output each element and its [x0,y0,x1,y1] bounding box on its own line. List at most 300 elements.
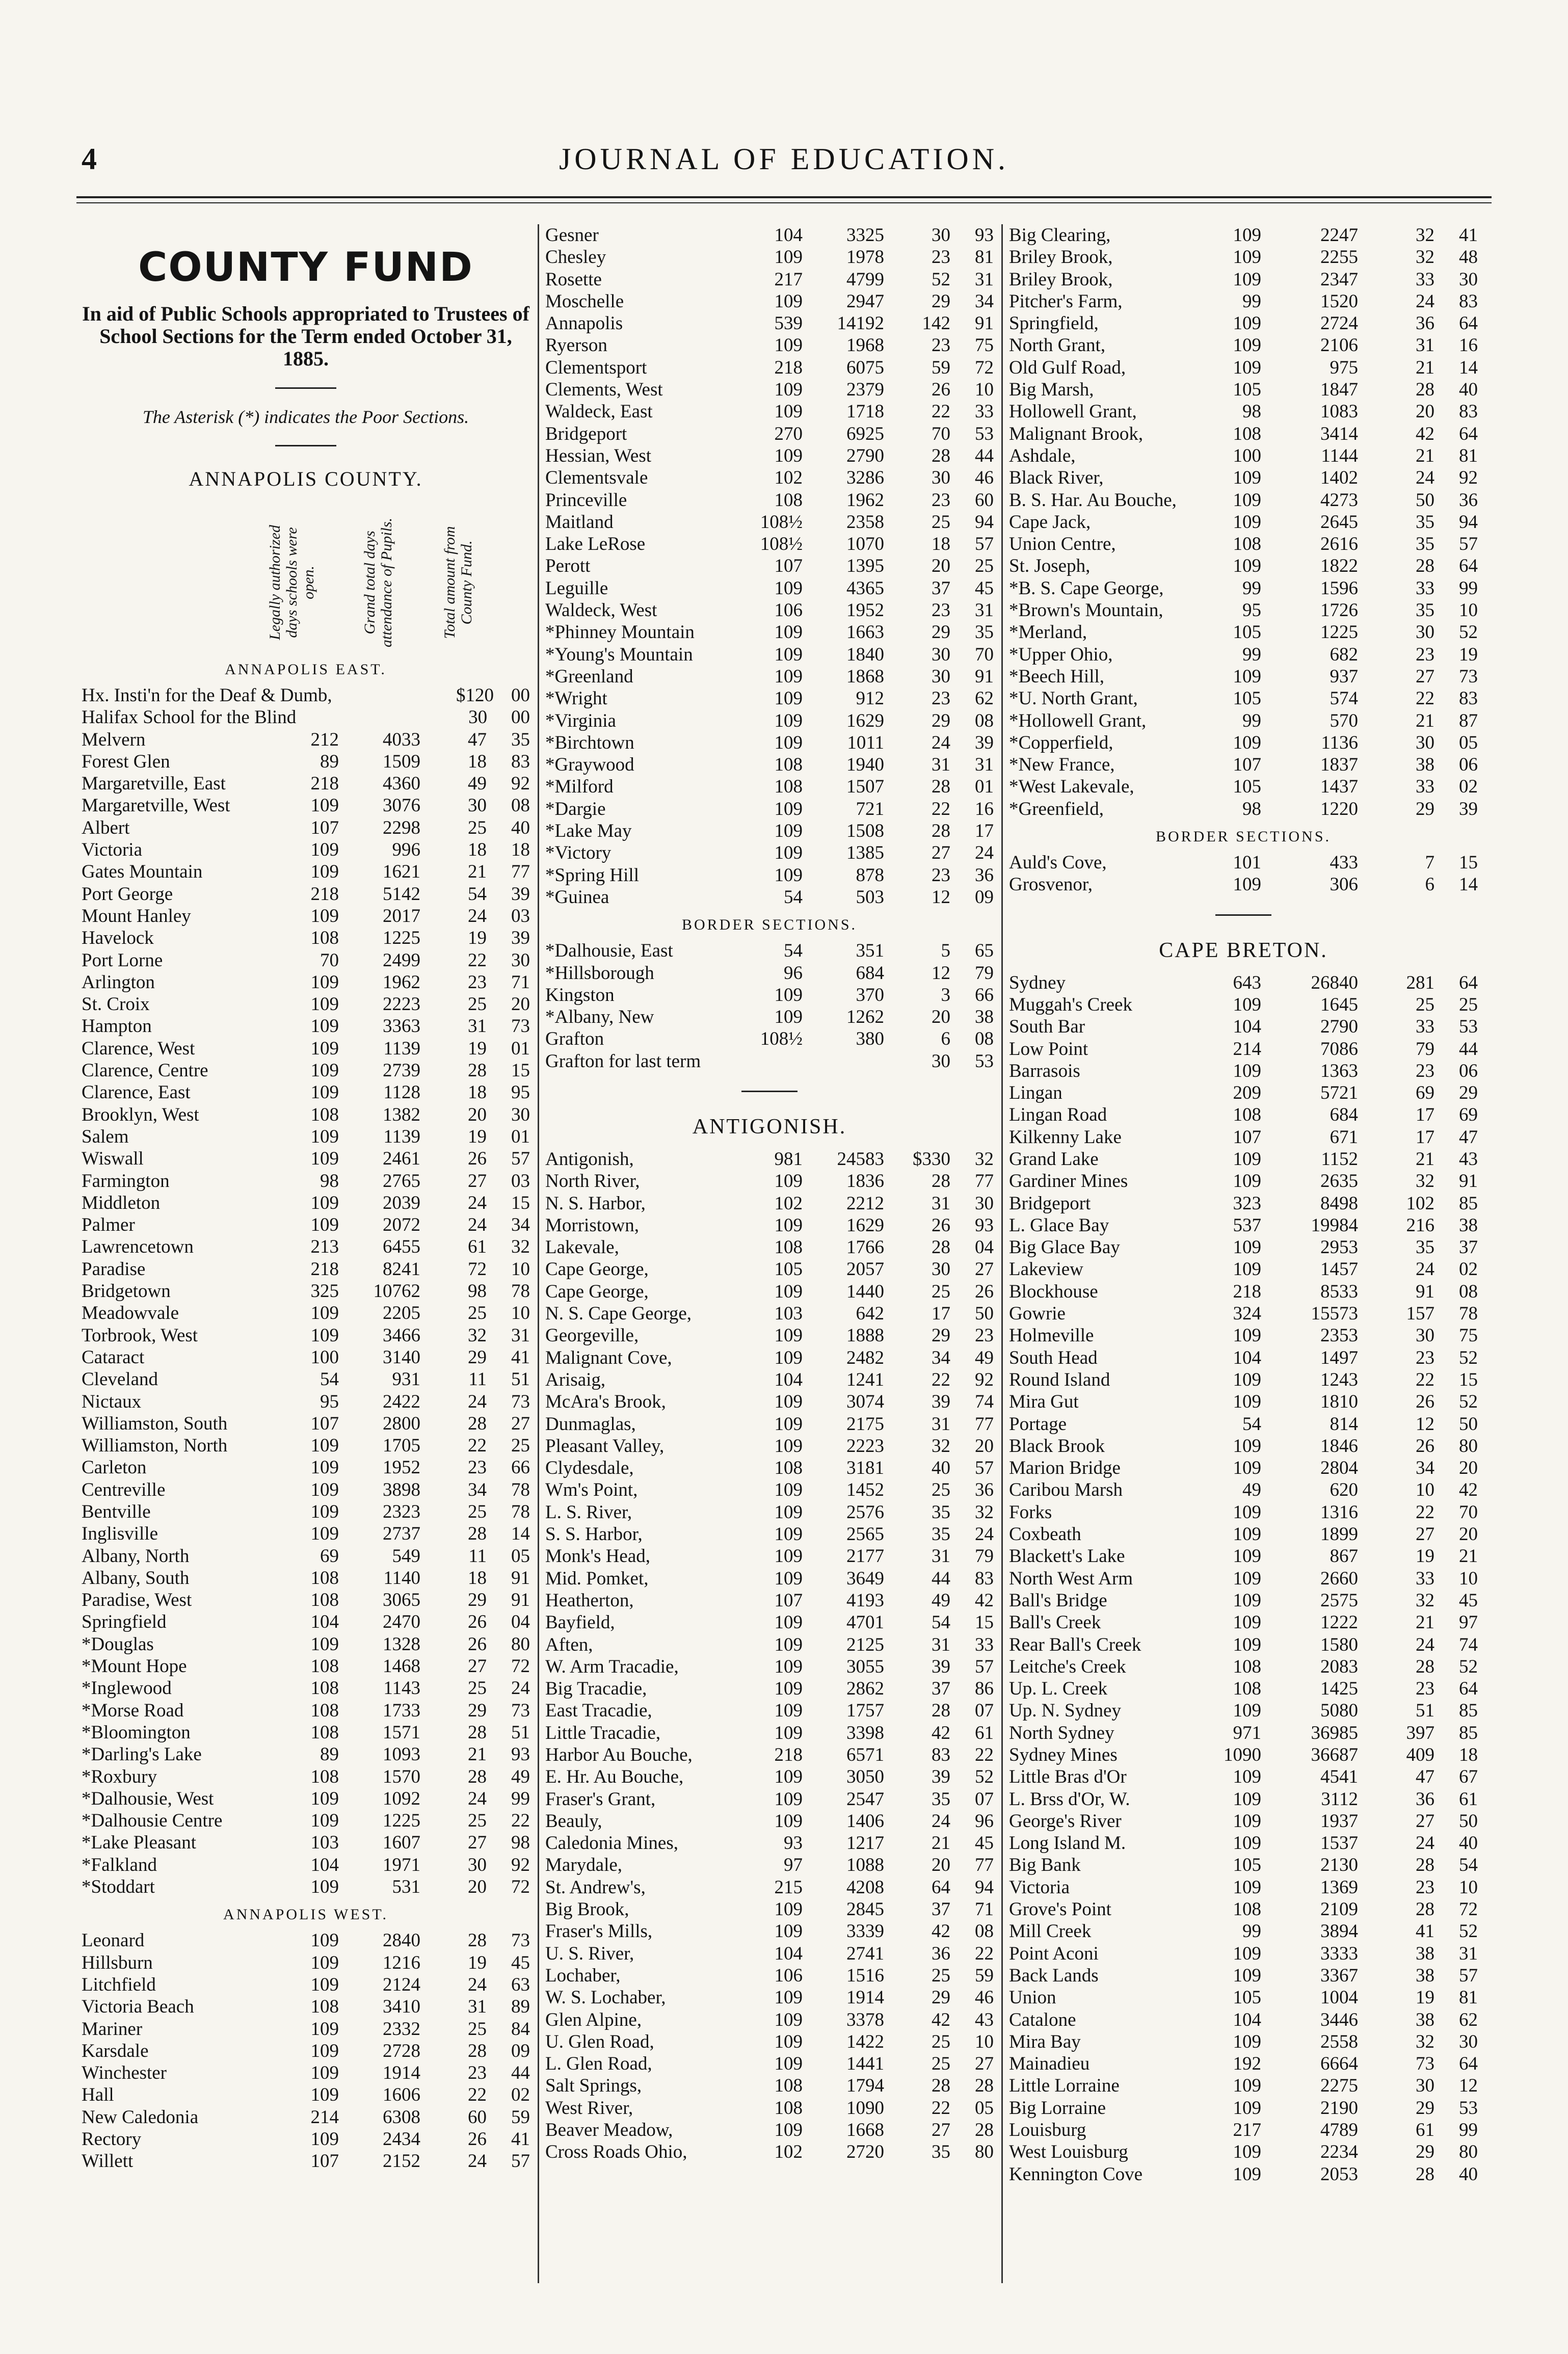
days-open: 109 [774,1921,803,1942]
attendance: 4208 [846,1876,884,1898]
amount-dollars: 25 [932,1281,950,1302]
attendance: 2434 [383,2129,420,2150]
attendance: 306 [1330,874,1358,895]
amount-dollars: $120 [456,685,494,706]
amount-cents: 34 [511,1214,530,1236]
table-row [1009,1325,1478,1346]
section-name: Lingan Road [1009,1104,1107,1126]
table-row [82,1325,530,1346]
days-open: 102 [774,2141,803,2163]
attendance: 6664 [1320,2053,1358,2075]
amount-cents: 16 [1459,335,1478,356]
section-name: Grosvenor, [1009,874,1093,895]
amount-cents: 05 [511,1545,530,1567]
section-name: West River, [545,2097,633,2119]
attendance: 2790 [846,445,884,466]
divider [1215,914,1271,916]
amount-dollars: 29 [468,1700,487,1721]
attendance: 1241 [846,1369,884,1390]
section-name: Rosette [545,269,602,290]
attendance: 6308 [383,2106,420,2128]
table-row [545,1523,994,1545]
attendance: 1497 [1320,1347,1358,1368]
table-row [545,1281,994,1303]
section-name: Grafton for last term [545,1050,701,1072]
table-row [82,1170,530,1192]
section-name: Clarence, West [82,1038,195,1059]
amount-dollars: 73 [1416,2053,1434,2075]
amount-dollars: 26 [1416,1391,1434,1413]
attendance: 671 [1330,1126,1358,1148]
amount-cents: 73 [1459,666,1478,687]
attendance: 1083 [1320,401,1358,422]
days-open: 109 [774,622,803,643]
amount-cents: 91 [975,666,994,687]
amount-dollars: 24 [468,2151,487,2172]
section-name: W. Arm Tracadie, [545,1656,679,1677]
amount-dollars: 24 [1416,467,1434,489]
table-row [82,2018,530,2040]
table-row [1009,644,1478,666]
days-open: 109 [310,1303,339,1324]
attendance: 3414 [1320,423,1358,444]
days-open: 109 [310,1810,339,1832]
table-row [1009,1303,1478,1325]
table-row [545,1369,994,1391]
attendance: 1222 [1320,1612,1358,1633]
attendance: 1090 [846,2097,884,2119]
amount-dollars: 35 [932,1788,950,1810]
section-heading: BORDER SECTIONS. [1155,828,1332,845]
days-open: 109 [1233,1810,1261,1832]
attendance: 1092 [383,1788,420,1809]
table-row [82,1545,530,1567]
amount-dollars: 28 [468,1060,487,1081]
table-row [82,1038,530,1060]
amount-cents: 40 [1459,1833,1478,1854]
table-row [1009,1656,1478,1678]
table-row [82,993,530,1015]
amount-cents: 01 [511,1038,530,1059]
amount-dollars: 30 [1416,2075,1434,2097]
section-name: Hessian, West [545,445,652,466]
days-open: 108 [774,489,803,511]
amount-dollars: 30 [932,225,950,246]
days-open: 108 [774,754,803,776]
days-open: 109 [774,2120,803,2141]
amount-dollars: 17 [932,1303,950,1325]
table-row [1009,1678,1478,1700]
amount-cents: 77 [975,1413,994,1435]
days-open: 109 [1233,1943,1261,1964]
amount-cents: 20 [975,1435,994,1457]
amount-dollars: 30 [468,1854,487,1875]
table-row [545,1987,994,2008]
section-name: Malignant Cove, [545,1347,672,1368]
table-row [82,1302,530,1324]
attendance: 1139 [383,1126,420,1147]
section-name: Mariner [82,2018,143,2040]
amount-cents: 52 [1459,1347,1478,1368]
amount-cents: 44 [975,445,994,466]
amount-dollars: 42 [932,2009,950,2030]
attendance: 2072 [383,1214,420,1236]
table-row [545,1391,994,1413]
amount-cents: 78 [511,1479,530,1500]
table-row [1009,754,1478,776]
section-name: L. Glen Road, [545,2053,652,2075]
days-open: 109 [774,1987,803,2008]
days-open: 108 [1233,1104,1261,1126]
section-name: *Guinea [545,886,609,908]
amount-dollars: 44 [932,1568,950,1589]
amount-dollars: 28 [932,445,950,466]
section-heading: CAPE BRETON. [1159,938,1328,962]
attendance: 2558 [1320,2031,1358,2052]
days-open: 109 [774,666,803,687]
amount-cents: 22 [511,1810,530,1832]
amount-dollars: 28 [468,2040,487,2061]
amount-dollars: 29 [1416,798,1434,819]
attendance: 1971 [383,1854,420,1875]
column-headers [82,500,530,653]
amount-cents: 39 [511,928,530,949]
table-row [82,1974,530,1996]
amount-cents: 59 [975,1965,994,1986]
amount-cents: 07 [975,1700,994,1722]
attendance: 15573 [1311,1303,1358,1325]
days-open: 109 [310,1038,339,1059]
amount-cents: 28 [975,2075,994,2097]
amount-dollars: 27 [1416,666,1434,687]
days-open: 109 [1233,2141,1261,2163]
amount-cents: 09 [511,2040,530,2061]
days-open: 109 [774,842,803,864]
amount-dollars: 28 [468,1413,487,1434]
amount-cents: 85 [1459,1722,1478,1743]
amount-dollars: 24 [1416,1833,1434,1854]
days-open: 108 [774,2075,803,2097]
amount-dollars: 26 [932,379,950,401]
amount-cents: 31 [975,754,994,776]
amount-dollars: 3 [941,984,950,1006]
attendance: 1596 [1320,577,1358,599]
attendance: 1369 [1320,1876,1358,1898]
days-open: 109 [310,2062,339,2084]
attendance: 2765 [383,1170,420,1192]
page-number: 4 [82,142,97,176]
days-open: 108 [310,928,339,949]
amount-dollars: 35 [932,2141,950,2163]
amount-dollars: 24 [932,1810,950,1832]
attendance: 4365 [846,577,884,599]
table-row [545,2031,994,2053]
section-name: Louisburg [1009,2120,1086,2141]
amount-cents: 36 [1459,489,1478,511]
table-row [545,1832,994,1854]
amount-dollars: 34 [1416,1458,1434,1479]
days-open: 109 [310,1060,339,1081]
section-name: Morristown, [545,1214,639,1236]
section-name: *Copperfield, [1009,732,1113,753]
attendance: 549 [392,1545,420,1567]
table-row [1009,1236,1478,1258]
days-open: 109 [774,1479,803,1501]
section-name: *Dalhousie, East [545,940,673,962]
table-row [1009,1281,1478,1303]
table-row [545,1325,994,1346]
amount-dollars: 6 [941,1028,950,1050]
amount-dollars: 25 [932,511,950,533]
attendance: 3649 [846,1568,884,1589]
days-open: 54 [320,1369,339,1390]
amount-dollars: 28 [468,1766,487,1787]
amount-cents: 50 [1459,1810,1478,1832]
amount-cents: 70 [1459,1501,1478,1523]
amount-cents: 32 [975,1148,994,1170]
days-open: 109 [774,1722,803,1743]
table-row [545,2075,994,2097]
attendance: 684 [1330,1104,1358,1126]
section-name: Gates Mountain [82,861,203,883]
section-name: Lakevale, [545,1237,619,1258]
section-name: W. S. Lochaber, [545,1987,666,2008]
section-name: Waldeck, West [545,600,657,621]
amount-cents: 04 [511,1611,530,1633]
attendance: 3466 [383,1325,420,1346]
amount-cents: 10 [1459,1568,1478,1589]
section-name: Hx. Insti'n for the Deaf & Dumb, [82,685,332,706]
amount-dollars: 22 [932,798,950,819]
attendance: 6571 [846,1744,884,1765]
section-name: Kingston [545,984,615,1006]
attendance: 1840 [846,644,884,665]
amount-cents: 18 [511,839,530,861]
attendance: 2332 [383,2018,420,2040]
attendance: 620 [1330,1479,1358,1501]
amount-dollars: 79 [1416,1038,1434,1060]
amount-dollars: 157 [1406,1303,1434,1325]
attendance: 2565 [846,1524,884,1545]
table-row [545,864,994,886]
attendance: 14192 [837,313,884,334]
amount-cents: 06 [1459,754,1478,776]
attendance: 3398 [846,1722,884,1743]
amount-cents: 91 [511,1590,530,1611]
attendance: 1452 [846,1479,884,1501]
table-row [1009,994,1478,1016]
amount-cents: 15 [975,1612,994,1633]
amount-dollars: 69 [1416,1082,1434,1104]
amount-dollars: 33 [1416,1568,1434,1589]
days-open: 107 [310,1413,339,1434]
attendance: 370 [856,984,884,1006]
amount-cents: 31 [1459,1943,1478,1964]
days-open: 108 [774,1458,803,1479]
table-row [1009,2097,1478,2119]
days-open: 109 [310,1435,339,1457]
attendance: 1004 [1320,1987,1358,2008]
amount-cents: 71 [975,1899,994,1920]
days-open: 95 [1242,600,1261,621]
amount-cents: 97 [1459,1612,1478,1633]
table-row [1009,1457,1478,1479]
amount-dollars: 23 [932,600,950,621]
amount-cents: 62 [975,688,994,709]
attendance: 570 [1330,710,1358,731]
section-name: Barrasois [1009,1060,1080,1081]
days-open: 104 [774,1369,803,1390]
attendance: 2547 [846,1788,884,1810]
table-row [545,1347,994,1369]
days-open: 109 [310,1974,339,1995]
attendance: 2741 [846,1943,884,1964]
attendance: 1011 [847,732,884,753]
amount-dollars: 36 [1416,1788,1434,1810]
days-open: 109 [1233,994,1261,1015]
section-name: Clarence, East [82,1082,191,1103]
table-row [1009,312,1478,334]
section-name: Clarence, Centre [82,1060,208,1081]
amount-cents: 08 [511,795,530,816]
table-row [82,1126,530,1148]
amount-dollars: 102 [1406,1193,1434,1214]
attendance: 1457 [1320,1259,1358,1280]
table-row [82,1015,530,1037]
amount-dollars: 7 [1425,852,1434,874]
amount-cents: 41 [511,2129,530,2150]
table-row [1009,852,1478,874]
section-name: *Upper Ohio, [1009,644,1113,665]
amount-dollars: 19 [468,1952,487,1973]
section-name: Wm's Point, [545,1479,638,1501]
table-row [1009,599,1478,621]
amount-dollars: 29 [932,622,950,643]
amount-dollars: 12 [1416,1413,1434,1435]
table-row [1009,732,1478,754]
amount-cents: 21 [1459,1546,1478,1567]
header-days-open: Legally authorized days schools were open. [267,525,317,640]
table-row [545,1568,994,1590]
attendance: 1328 [383,1633,420,1655]
table-row [545,798,994,820]
amount-cents: 43 [975,2009,994,2030]
table-row [1009,1258,1478,1280]
attendance: 3410 [383,1996,420,2018]
table-row [545,224,994,246]
attendance: 2576 [846,1501,884,1523]
table-row [1009,1435,1478,1457]
amount-dollars: 30 [468,795,487,816]
days-open: 109 [1233,1700,1261,1722]
days-open: 109 [774,1612,803,1633]
attendance: 1225 [1320,622,1358,643]
amount-dollars: 35 [932,1524,950,1545]
attendance: 2645 [1320,511,1358,533]
document-subtitle: In aid of Public Schools appropriated to Trustees of School Sections for the Term ended October 31, 1885. [82,302,529,370]
amount-dollars: 30 [932,644,950,665]
days-open: 105 [1233,688,1261,709]
attendance: 4541 [1320,1766,1358,1788]
attendance: 1847 [1320,379,1358,401]
amount-cents: 32 [975,1501,994,1523]
days-open: 54 [1242,1413,1261,1435]
table-row [82,1501,530,1523]
attendance: 1220 [1320,798,1358,819]
section-name: *Stoddart [82,1876,155,1898]
attendance: 1968 [846,335,884,356]
section-name: Gowrie [1009,1303,1066,1325]
section-name: Havelock [82,928,154,949]
table-row [545,599,994,621]
days-open: 109 [1233,2031,1261,2052]
days-open: 109 [310,1952,339,1973]
amount-dollars: 12 [932,962,950,984]
days-open: 109 [1233,247,1261,268]
amount-dollars: 22 [1416,1501,1434,1523]
section-name: Williamston, North [82,1435,228,1457]
amount-cents: 85 [1459,1193,1478,1214]
days-open: 109 [310,1126,339,1147]
amount-dollars: 28 [932,1171,950,1192]
days-open: 109 [774,688,803,709]
amount-dollars: 26 [468,1611,487,1633]
section-name: *Lake May [545,821,632,842]
table-row [1009,2009,1478,2031]
section-name: *Milford [545,776,614,798]
amount-cents: 08 [975,1028,994,1050]
attendance: 19984 [1311,1214,1358,1236]
amount-cents: 03 [511,1170,530,1192]
section-name: Springfield, [1009,313,1099,334]
section-name: Black Brook [1009,1435,1105,1457]
attendance: 1316 [1320,1501,1358,1523]
table-row [1009,1060,1478,1082]
table-row [1009,1744,1478,1766]
amount-cents: 30 [511,949,530,971]
table-row [545,1413,994,1435]
table-row [82,1346,530,1368]
amount-dollars: 27 [932,842,950,864]
days-open: 109 [774,1391,803,1413]
days-open: 100 [1233,445,1261,466]
amount-cents: 93 [511,1744,530,1765]
section-name: Bentville [82,1501,151,1522]
table-row [82,1081,530,1103]
amount-cents: 67 [1459,1766,1478,1788]
section-name: Little Lorraine [1009,2075,1120,2097]
amount-dollars: 47 [468,729,487,750]
section-name: Ryerson [545,335,607,356]
amount-dollars: 52 [932,269,950,290]
amount-cents: 00 [511,685,530,706]
table-row [1009,224,1478,246]
amount-dollars: 25 [468,1303,487,1324]
section-name: Brooklyn, West [82,1104,199,1125]
section-name: *Virginia [545,710,616,731]
table-row [1009,357,1478,379]
attendance: 1766 [846,1237,884,1258]
section-name: Aften, [545,1634,593,1655]
amount-cents: 52 [1459,1391,1478,1413]
attendance: 5080 [1320,1700,1358,1722]
amount-cents: 25 [1459,994,1478,1015]
amount-cents: 79 [975,962,994,984]
section-name: Kilkenny Lake [1009,1126,1122,1148]
days-open: 102 [774,1193,803,1214]
table-row [1009,1038,1478,1060]
amount-dollars: 18 [468,839,487,861]
